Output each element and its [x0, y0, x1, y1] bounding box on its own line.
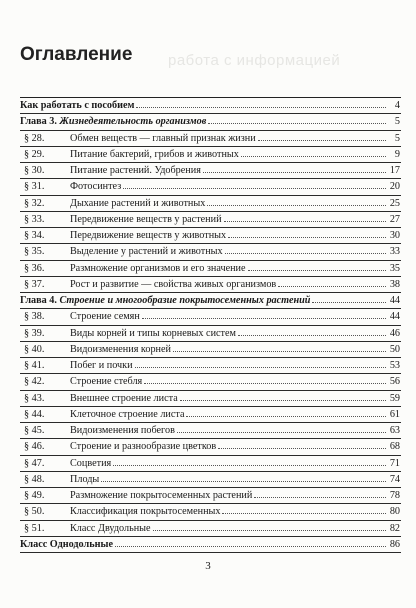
toc-row[interactable] [20, 163, 401, 179]
leader-dots [113, 465, 386, 466]
leader-dots [225, 253, 386, 254]
toc-page-number: 33 [389, 246, 400, 258]
toc-page-number: 27 [389, 213, 400, 225]
section-number: § 38. [24, 311, 45, 323]
toc-page-number: 5 [394, 116, 400, 128]
toc-entry-text [20, 488, 252, 503]
toc-row[interactable] [20, 439, 401, 455]
toc-entry-text [20, 374, 142, 389]
toc-entry-text [20, 309, 140, 324]
leader-dots [144, 383, 386, 384]
leader-dots [203, 172, 386, 173]
leader-dots [115, 546, 386, 547]
leader-dots [177, 432, 386, 433]
toc-row[interactable] [20, 293, 401, 309]
section-number: § 32. [24, 197, 45, 209]
toc-page-number: 82 [389, 522, 400, 534]
section-title: Класс Двудольные [70, 522, 151, 534]
toc-entry-text [20, 358, 133, 373]
leader-dots [312, 302, 386, 303]
leader-dots [136, 107, 386, 108]
section-number: § 36. [24, 262, 45, 274]
toc-page-number: 35 [389, 262, 400, 274]
toc-row[interactable] [20, 309, 401, 325]
leader-dots [135, 367, 386, 368]
toc-row[interactable] [20, 358, 401, 374]
leader-dots [258, 140, 386, 141]
leader-dots [142, 318, 386, 319]
chapter-label: Глава 3. [20, 116, 57, 128]
page-title: Оглавление [20, 44, 133, 65]
section-title: Строение и разнообразие цветков [70, 441, 217, 453]
leader-dots [208, 123, 386, 124]
toc-entry-text [20, 391, 178, 406]
toc-row[interactable] [20, 391, 401, 407]
section-title: Передвижение веществ у животных [70, 230, 227, 241]
toc-entry-text [20, 423, 175, 438]
table-of-contents [20, 97, 401, 553]
section-title: Соцветия [70, 457, 112, 469]
toc-row[interactable] [20, 147, 401, 163]
toc-row[interactable] [20, 114, 401, 130]
toc-entry-text [20, 407, 184, 422]
toc-entry-text: Как работать с пособием [20, 100, 135, 111]
toc-page-number: 17 [389, 165, 400, 176]
toc-page-number: 71 [389, 457, 400, 469]
toc-page-number: 74 [389, 473, 400, 485]
leader-dots [224, 221, 386, 222]
toc-page-number: 44 [389, 295, 400, 306]
toc-page-number: 50 [389, 343, 400, 355]
toc-row[interactable] [20, 98, 401, 114]
leader-dots [153, 530, 386, 531]
leader-dots [254, 497, 386, 498]
section-number: § 35. [24, 246, 45, 258]
leader-dots [180, 400, 386, 401]
section-title: Клеточное строение листа [70, 408, 185, 420]
toc-row[interactable] [20, 228, 401, 244]
toc-entry-text [20, 163, 201, 178]
section-title: Выделение у растений и животных [70, 246, 223, 258]
toc-row[interactable] [20, 212, 401, 228]
leader-dots [248, 270, 386, 271]
leader-dots [101, 481, 386, 482]
toc-entry-text [20, 504, 220, 519]
toc-entry-text [20, 179, 121, 194]
toc-row[interactable] [20, 179, 401, 195]
section-title: Видоизменения корней [70, 343, 171, 355]
toc-page-number: 25 [389, 197, 400, 209]
leader-dots [241, 156, 386, 157]
toc-entry-text [20, 261, 246, 276]
toc-page-number: 61 [389, 408, 400, 420]
section-number: § 31. [24, 181, 45, 193]
toc-page-number: 4 [394, 100, 400, 111]
toc-entry-text [20, 293, 310, 308]
section-title: Питание бактерий, грибов и животных [70, 148, 239, 160]
toc-entry-text: Класс Однодольные [20, 538, 113, 550]
section-title: Размножение покрытосеменных растений [70, 490, 253, 501]
section-title: Классификация покрытосеменных [70, 506, 221, 518]
toc-page-number: 44 [389, 311, 400, 323]
toc-entry-text [20, 456, 111, 471]
section-number: § 45. [24, 425, 45, 436]
leader-dots [207, 205, 386, 206]
toc-entry-text [20, 472, 99, 487]
section-number: § 49. [24, 490, 45, 501]
section-number: § 51. [24, 522, 45, 534]
leader-dots [218, 448, 386, 449]
toc-row[interactable] [20, 456, 401, 472]
toc-page-number: 20 [389, 181, 400, 193]
toc-page-number: 56 [389, 376, 400, 388]
section-title: Побег и почки [70, 360, 133, 371]
toc-entry-text [20, 342, 171, 357]
toc-row[interactable] [20, 537, 401, 553]
toc-row[interactable] [20, 326, 401, 342]
leader-dots [222, 513, 386, 514]
toc-row[interactable] [20, 342, 401, 358]
section-number: § 29. [24, 148, 45, 160]
section-title: Питание растений. Удобрения [70, 165, 201, 176]
leader-dots [278, 286, 386, 287]
toc-entry-text [20, 521, 151, 536]
section-number: § 50. [24, 506, 45, 518]
section-number: § 40. [24, 343, 45, 355]
toc-page-number: 68 [389, 441, 400, 453]
section-title: Виды корней и типы корневых систем [70, 327, 236, 339]
chapter-label: Глава 4. [20, 295, 57, 306]
section-number: § 44. [24, 408, 45, 420]
toc-row[interactable] [20, 407, 401, 423]
section-number: § 47. [24, 457, 45, 469]
section-title: Плоды [70, 473, 100, 485]
section-title: Рост и развитие — свойства живых организмов [70, 278, 277, 290]
section-number: § 33. [24, 213, 45, 225]
toc-entry-text [20, 326, 236, 341]
toc-row[interactable] [20, 196, 401, 212]
chapter-title: Строение и многообразие покрытосеменных растений [59, 295, 311, 306]
toc-page-number: 46 [389, 327, 400, 339]
toc-page-number: 80 [389, 506, 400, 518]
section-title: Дыхание растений и животных [70, 197, 206, 209]
toc-row[interactable] [20, 261, 401, 277]
toc-entry-text [20, 196, 205, 211]
section-number: § 46. [24, 441, 45, 453]
section-title: Передвижение веществ у растений [70, 213, 222, 225]
toc-row[interactable] [20, 521, 401, 537]
section-title: Строение стебля [70, 376, 143, 388]
toc-page-number: 53 [389, 360, 400, 371]
toc-entry-text [20, 212, 222, 227]
leader-dots [123, 188, 386, 189]
toc-entry-text [20, 277, 276, 292]
section-title: Внешнее строение листа [70, 392, 178, 404]
section-title: Обмен веществ — главный признак жизни [70, 132, 256, 144]
toc-page-number: 59 [389, 392, 400, 404]
section-number: § 43. [24, 392, 45, 404]
toc-page-number: 9 [394, 148, 400, 160]
toc-page-number: 5 [394, 132, 400, 144]
section-number: § 28. [24, 132, 45, 144]
toc-entry-text [20, 228, 226, 243]
leader-dots [173, 351, 386, 352]
toc-entry-text [20, 244, 223, 259]
toc-row[interactable] [20, 504, 401, 520]
toc-entry-text [20, 439, 216, 454]
toc-entry-text [20, 147, 239, 162]
leader-dots [186, 416, 386, 417]
toc-row[interactable] [20, 423, 401, 439]
toc-row[interactable] [20, 277, 401, 293]
toc-row[interactable] [20, 131, 401, 147]
section-number: § 42. [24, 376, 45, 388]
section-title: Видоизменения побегов [70, 425, 175, 436]
toc-row[interactable] [20, 472, 401, 488]
toc-row[interactable] [20, 374, 401, 390]
section-number: § 37. [24, 278, 45, 290]
toc-row[interactable] [20, 488, 401, 504]
section-number: § 48. [24, 473, 45, 485]
page-number: 3 [205, 560, 211, 572]
leader-dots [228, 237, 386, 238]
section-title: Фотосинтез [70, 181, 122, 193]
toc-entry-text [20, 114, 206, 129]
toc-entry-text [20, 131, 256, 146]
section-number: § 30. [24, 165, 45, 176]
ghost-heading: работа с информацией [168, 52, 341, 69]
section-number: § 39. [24, 327, 45, 339]
toc-row[interactable] [20, 244, 401, 260]
toc-page-number: 30 [389, 230, 400, 241]
section-number: § 34. [24, 230, 45, 241]
section-number: § 41. [24, 360, 45, 371]
chapter-title: Жизнедеятельность организмов [59, 116, 207, 128]
section-title: Размножение организмов и его значение [70, 262, 246, 274]
section-title: Строение семян [70, 311, 140, 323]
toc-page-number: 38 [389, 278, 400, 290]
toc-page-number: 86 [389, 538, 400, 550]
leader-dots [238, 335, 386, 336]
toc-page-number: 63 [389, 425, 400, 436]
toc-page-number: 78 [389, 490, 400, 501]
